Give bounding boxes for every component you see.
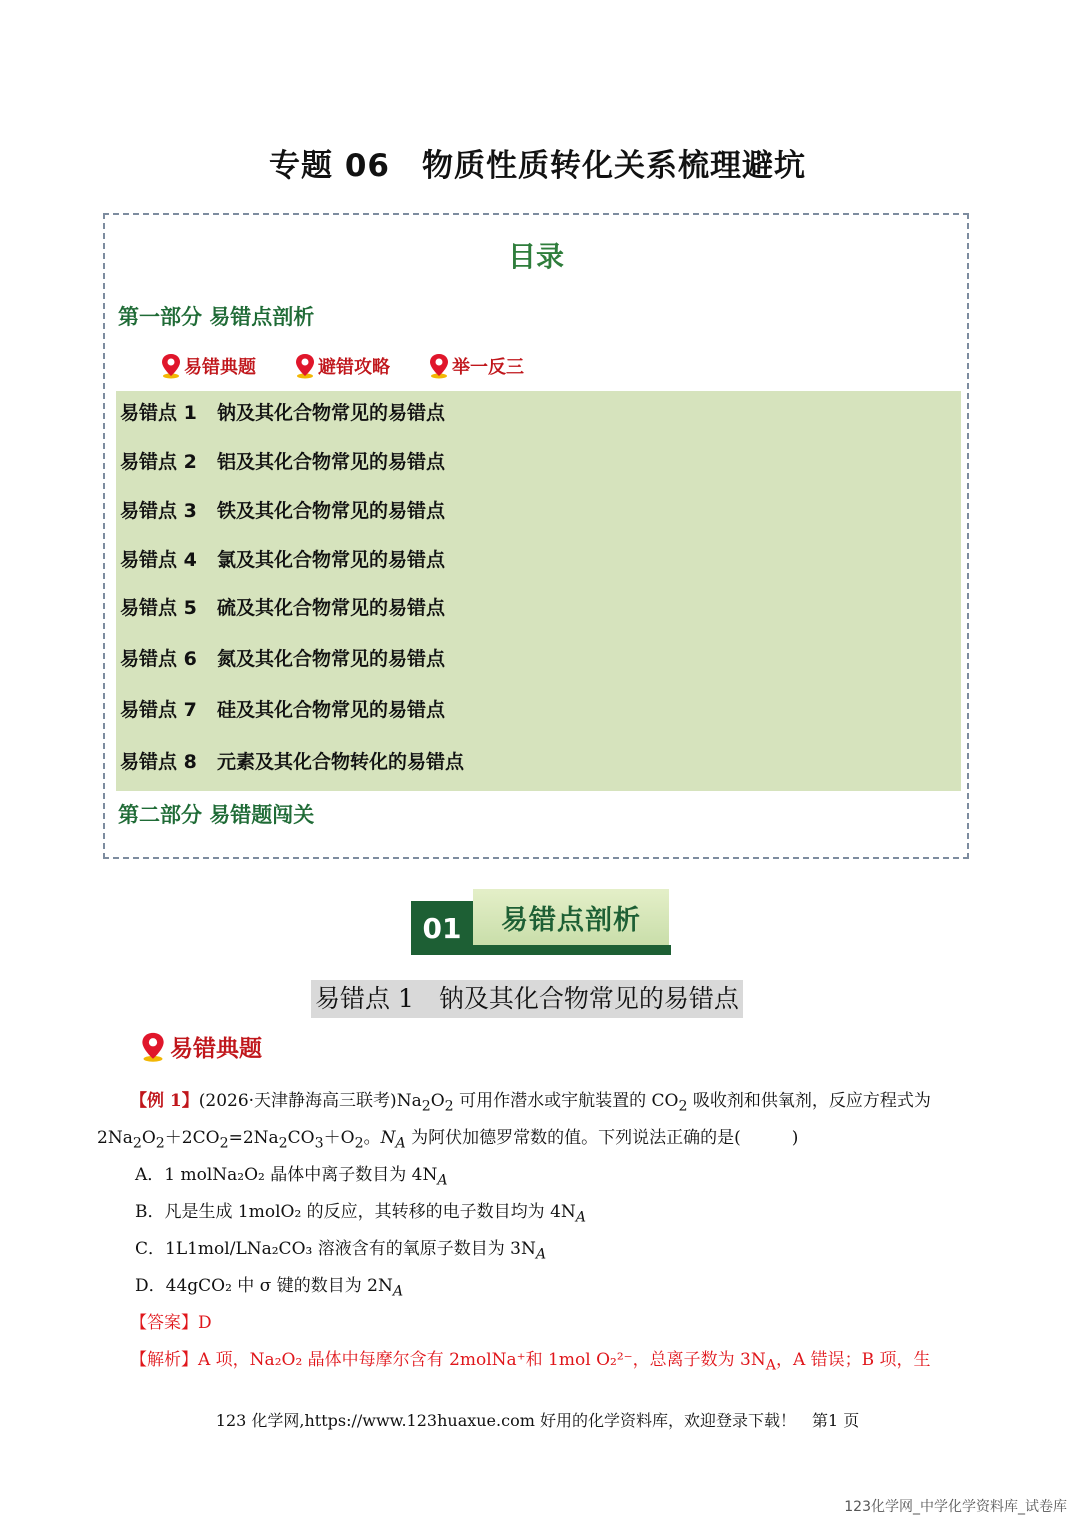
table-of-contents [103, 213, 969, 859]
option-d-text: D．44gCO₂ 中 σ 键的数目为 2N [135, 1276, 393, 1296]
section-underline [473, 945, 671, 955]
page-title: 专题 06 物质性质转化关系梳理避坑 [269, 148, 806, 184]
analysis: 【解析】A 项，Na₂O₂ 晶体中每摩尔含有 2molNa⁺和 1mol O₂²⁻，总离子数为 $3N_A$，A 错误；B 项，生 [130, 1350, 931, 1374]
toc-item-number: 易错点 8 [120, 751, 197, 773]
toc-item-number: 易错点 6 [120, 648, 197, 670]
analysis-text: 【解析】A 项，Na₂O₂ 晶体中每摩尔含有 2molNa⁺和 1mol O₂²⁻，总离子数为 3N [130, 1350, 766, 1370]
example-tag: 【例 1】 [130, 1091, 199, 1111]
location-pin-icon [428, 353, 450, 379]
example-stem-b: 吸收剂和供氧剂，反应方程式为 [692, 1091, 931, 1111]
toc-item-number: 易错点 3 [120, 500, 197, 522]
example-heading [140, 1030, 262, 1063]
option-d: D．44gCO₂ 中 σ 键的数目为 $2N_A$ [135, 1276, 404, 1300]
option-b-text: B．凡是生成 1molO₂ 的反应，其转移的电子数目均为 4N [135, 1202, 576, 1222]
toc-item-number: 易错点 4 [120, 549, 197, 571]
toc-item-label: 硅及其化合物常见的易错点 [217, 699, 446, 721]
legend-label: 避错攻略 [318, 357, 390, 378]
toc-item-number: 易错点 7 [120, 699, 197, 721]
option-c-text: C．1L1mol/LNa₂CO₃ 溶液含有的氧原子数目为 3N [135, 1239, 536, 1259]
example-source: (2026·天津静海高三联考) [198, 1091, 397, 1111]
section-label: 易错点剖析 [473, 889, 669, 945]
page-footer: 123 化学网,https://www.123huaxue.com 好用的化学资料库，欢迎登录下载！ 第1 页 [215, 1411, 860, 1430]
section-banner [411, 889, 671, 957]
location-pin-icon [160, 353, 182, 379]
example-heading-label: 易错典题 [170, 1036, 262, 1062]
legend-label: 举一反三 [452, 357, 524, 378]
section-number: 01 [411, 901, 473, 955]
toc-legend [160, 353, 524, 379]
option-a: A．1 molNa₂O₂ 晶体中离子数目为 $4N_A$ [135, 1165, 448, 1189]
toc-item[interactable] [120, 545, 445, 572]
answer: 【答案】D [130, 1313, 212, 1333]
point-title: 易错点 1 钠及其化合物常见的易错点 [311, 980, 743, 1018]
example-stem-line-1: 【例 1】(2026·天津静海高三联考)$Na_2O_2$ 可用作潜水或宇航装置的 $CO_2$ 吸收剂和供氧剂，反应方程式为 [130, 1091, 931, 1115]
toc-item[interactable] [120, 398, 445, 425]
option-c: C．1L1mol/LNa₂CO₃ 溶液含有的氧原子数目为 $3N_A$ [135, 1239, 547, 1263]
toc-item-number: 易错点 5 [120, 597, 197, 619]
watermark: 123化学网_中学化学资料库_试卷库 [844, 1499, 1067, 1515]
toc-item-label: 硫及其化合物常见的易错点 [217, 597, 446, 619]
toc-item[interactable] [120, 496, 445, 523]
legend-item [428, 353, 524, 379]
toc-item[interactable] [120, 593, 445, 620]
option-b: B．凡是生成 1molO₂ 的反应，其转移的电子数目均为 $4N_A$ [135, 1202, 586, 1226]
toc-item[interactable] [120, 747, 464, 774]
toc-item-number: 易错点 1 [120, 402, 197, 424]
toc-item-label: 氮及其化合物常见的易错点 [217, 648, 446, 670]
example-stem-a: 可用作潜水或宇航装置的 [459, 1091, 647, 1111]
toc-item[interactable] [120, 447, 445, 474]
option-a-text: A．1 molNa₂O₂ 晶体中离子数目为 4N [135, 1165, 438, 1185]
toc-item-label: 铝及其化合物常见的易错点 [217, 451, 446, 473]
toc-part-2[interactable]: 第二部分 易错题闯关 [118, 803, 315, 827]
toc-item-label: 元素及其化合物转化的易错点 [217, 751, 465, 773]
toc-item[interactable] [120, 695, 445, 722]
toc-item-label: 铁及其化合物常见的易错点 [217, 500, 446, 522]
toc-item[interactable] [120, 644, 445, 671]
legend-item [294, 353, 390, 379]
toc-heading: 目录 [507, 240, 564, 273]
toc-part-1[interactable]: 第一部分 易错点剖析 [118, 305, 315, 329]
location-pin-icon [294, 353, 316, 379]
example-stem-c: 为阿伏加德罗常数的值。下列说法正确的是( ) [411, 1128, 799, 1148]
example-stem-line-2: $2Na_2O_2+2CO_2=2Na_2CO_3+O_2$。$N_A$ 为阿伏加德罗常数的值。下列说法正确的是( ) [97, 1128, 799, 1152]
toc-item-number: 易错点 2 [120, 451, 197, 473]
toc-item-label: 氯及其化合物常见的易错点 [217, 549, 446, 571]
legend-item [160, 353, 256, 379]
legend-label: 易错典题 [184, 357, 256, 378]
toc-list [116, 391, 961, 791]
analysis-tail: ，A 错误；B 项，生 [775, 1350, 931, 1370]
location-pin-icon [140, 1031, 166, 1063]
toc-item-label: 钠及其化合物常见的易错点 [217, 402, 446, 424]
